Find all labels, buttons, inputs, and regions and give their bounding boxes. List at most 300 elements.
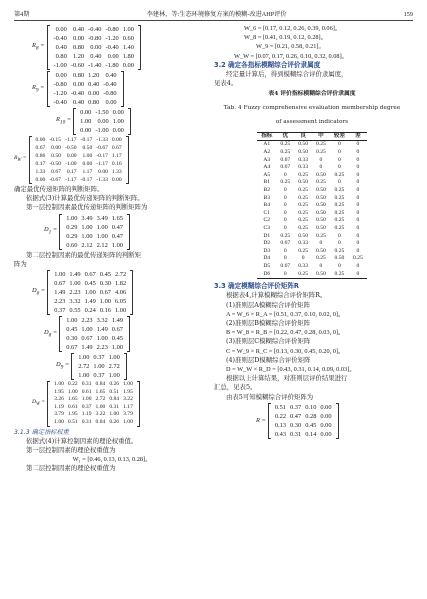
matrix-block bbox=[56, 108, 210, 135]
table-cell: 0.25 bbox=[353, 255, 363, 262]
matrix-cell: 0.30 bbox=[99, 280, 111, 288]
table-cell: 0 bbox=[283, 186, 287, 193]
matrix-D6 bbox=[47, 270, 133, 315]
matrix-cell: 0.00 bbox=[320, 403, 332, 411]
matrix-cell: 1.17 bbox=[82, 169, 93, 175]
table-cell: 0.67 bbox=[280, 156, 291, 163]
table-cell: 0 bbox=[283, 270, 287, 277]
matrix-cell: 0.29 bbox=[66, 223, 78, 231]
matrix-cell: 1.00 bbox=[81, 223, 93, 231]
matrix-cell: 3.22 bbox=[95, 411, 106, 418]
table-row bbox=[257, 141, 367, 149]
matrix-cell: 0.43 bbox=[274, 430, 287, 438]
matrix-cell: 0.00 bbox=[98, 169, 108, 175]
equation: A = W_6 × R_A = [0.51, 0.37, 0.10, 0.02, 0]。 bbox=[226, 310, 345, 318]
table-cell: 0.25 bbox=[316, 141, 326, 148]
table-cell: D5 bbox=[263, 262, 271, 269]
matrix-cell: 0.45 bbox=[305, 421, 317, 429]
matrix-label: $D_W$ = bbox=[32, 398, 46, 408]
matrix-cell: -0.50 bbox=[64, 145, 77, 151]
matrix-cell: 0.67 bbox=[51, 169, 61, 175]
table-cell: 0.25 bbox=[280, 149, 291, 155]
table-cell: 0 bbox=[338, 240, 341, 247]
matrix-cell: 1.00 bbox=[112, 118, 124, 125]
page-number: 159 bbox=[403, 11, 413, 18]
table-cell: 0 bbox=[283, 194, 287, 201]
matrix-cell: 0.00 bbox=[107, 53, 119, 60]
matrix-cell: -0.67 bbox=[49, 177, 61, 183]
matrix-cell: 2.72 bbox=[108, 363, 120, 371]
matrix-cell: 0.67 bbox=[35, 145, 46, 151]
paragraph: 依据式(3)计算最优传递矩阵的判断矩阵。 bbox=[26, 194, 144, 203]
bracket-right bbox=[138, 25, 141, 70]
matrix-cells bbox=[62, 214, 127, 250]
bracket-right bbox=[130, 270, 133, 315]
table-cell: 0 bbox=[356, 186, 360, 193]
table-cell: 0 bbox=[356, 232, 360, 239]
table-cell: 0.50 bbox=[316, 209, 326, 216]
matrix-cell: 1.82 bbox=[114, 280, 127, 288]
matrix-cell: -0.40 bbox=[103, 81, 117, 88]
table-cell: 0.25 bbox=[334, 202, 345, 209]
matrix-cell: 3.32 bbox=[96, 317, 108, 325]
table-cell: 0 bbox=[356, 209, 360, 216]
bracket-right bbox=[126, 136, 129, 184]
matrix-cell: 1.00 bbox=[54, 271, 66, 279]
matrix-cell: 1.65 bbox=[95, 388, 106, 395]
table-header-cell: 差 bbox=[355, 132, 361, 139]
table-cell: 0.50 bbox=[316, 247, 326, 254]
matrix-cell: 1.00 bbox=[82, 153, 93, 159]
table-row bbox=[257, 179, 367, 187]
matrix-cell: 0.40 bbox=[88, 81, 100, 88]
matrix-cell: 0.31 bbox=[81, 381, 92, 388]
matrix-cell: 1.00 bbox=[122, 26, 134, 33]
equation: D = W_W × R_D = [0.43, 0.31, 0.14, 0.09, 0.03]。 bbox=[226, 365, 356, 373]
bracket-right bbox=[127, 214, 130, 250]
matrix-cell: -0.40 bbox=[53, 35, 67, 42]
table-row bbox=[257, 195, 367, 203]
table-cell: 0 bbox=[338, 156, 341, 163]
matrix-cell: -0.67 bbox=[96, 145, 108, 151]
matrix-cell: 0.00 bbox=[90, 44, 102, 51]
table-cell: 0.25 bbox=[334, 209, 345, 216]
matrix-cell: -0.80 bbox=[53, 81, 67, 88]
table-cell: C1 bbox=[263, 209, 271, 216]
matrix-cell: 0.31 bbox=[109, 403, 120, 410]
matrix-cell: 2.23 bbox=[81, 317, 93, 325]
matrix-cell: 0.13 bbox=[274, 421, 287, 429]
matrix-cell: 0.00 bbox=[122, 62, 134, 69]
matrix-cell: -1.00 bbox=[64, 161, 77, 167]
table-cell: 0 bbox=[356, 194, 360, 201]
matrix-cell: -1.20 bbox=[105, 35, 119, 42]
table-caption-cn: 表4 评价指标模糊综合评价隶属度 bbox=[268, 91, 356, 98]
table-cell: 0 bbox=[356, 202, 360, 209]
table-header-cell: 中 bbox=[318, 132, 324, 139]
membership-table bbox=[257, 132, 367, 279]
table-row bbox=[257, 240, 367, 248]
matrix-cell: 0.30 bbox=[290, 421, 302, 429]
table-cell: 0 bbox=[338, 164, 341, 171]
table-cell: 0.25 bbox=[298, 270, 308, 277]
matrix-cell: 2.23 bbox=[54, 298, 66, 306]
matrix-cell: 1.95 bbox=[54, 388, 64, 395]
matrix-cell: 0.47 bbox=[111, 223, 123, 231]
table-cell: 0.50 bbox=[298, 141, 308, 148]
matrix-cell: 1.00 bbox=[81, 326, 93, 334]
matrix-DW bbox=[47, 381, 140, 427]
matrix-cell: 0.40 bbox=[72, 99, 85, 106]
table-row bbox=[257, 233, 367, 241]
matrix-cell: 0.61 bbox=[81, 388, 92, 395]
matrix-cell: -0.17 bbox=[80, 177, 93, 183]
table-cell: 0.67 bbox=[280, 164, 291, 171]
matrix-cells bbox=[50, 71, 121, 107]
table-cell: 0 bbox=[301, 255, 305, 262]
matrix-label: R = bbox=[256, 417, 266, 425]
table-caption-en: Tab. 4 Fuzzy comprehensive evaluation membership degree bbox=[223, 105, 401, 112]
matrix-cell: 1.00 bbox=[69, 280, 81, 288]
matrix-cell: 0.00 bbox=[55, 26, 67, 33]
matrix-cells bbox=[271, 403, 336, 439]
matrix-cell: 1.00 bbox=[54, 418, 64, 425]
matrix-cell: 0.00 bbox=[82, 161, 93, 167]
table-cell: 0.50 bbox=[334, 255, 345, 262]
matrix-cells bbox=[50, 25, 138, 70]
issue-number: 第4期 bbox=[14, 11, 30, 18]
matrix-cell: 0.84 bbox=[109, 396, 120, 403]
matrix-cell: 1.00 bbox=[67, 388, 78, 395]
matrix-cell: 0.00 bbox=[320, 412, 332, 420]
matrix-cell: -0.40 bbox=[70, 90, 85, 97]
matrix-cell: -0.80 bbox=[88, 35, 102, 42]
equation: C = W_9 × R_C = [0.13, 0.30, 0.45, 0.20, 0]。 bbox=[226, 347, 345, 355]
equation-WW: W_W = [0.07, 0.17, 0.26, 0.10, 0.32, 0.08]。 bbox=[234, 52, 348, 60]
paragraph: 阵为 bbox=[14, 259, 27, 268]
matrix-cell: 0.67 bbox=[99, 289, 111, 297]
matrix-cell: 0.60 bbox=[122, 35, 134, 42]
matrix-cell: -0.40 bbox=[53, 99, 67, 106]
paragraph: 根据以上计算结果，对准则层评价结果进行 bbox=[226, 374, 348, 383]
table-cell: C2 bbox=[263, 217, 271, 224]
matrix-cell: -0.40 bbox=[88, 26, 102, 33]
table-cell: 0.25 bbox=[334, 224, 345, 231]
matrix-R9 bbox=[47, 71, 124, 107]
matrix-cell: 0.45 bbox=[111, 335, 123, 343]
matrix-cell: 0.30 bbox=[66, 335, 78, 343]
matrix-cell: 1.00 bbox=[66, 317, 78, 325]
table-cell: 0.25 bbox=[298, 247, 308, 254]
bracket-right bbox=[121, 71, 124, 107]
matrix-cell: 1.00 bbox=[111, 344, 123, 352]
matrix-cell: 3.32 bbox=[69, 298, 81, 306]
matrix-block bbox=[44, 214, 210, 250]
paragraph: 见表4。 bbox=[214, 79, 238, 88]
matrix-cell: 0.40 bbox=[55, 44, 67, 51]
matrix-cell: 0.80 bbox=[88, 99, 100, 106]
table-header-cell: 良 bbox=[300, 132, 306, 139]
paragraph: 经定量计算后，得到模糊综合评价隶属度， bbox=[226, 70, 348, 79]
table-row bbox=[257, 217, 367, 225]
table-cell: A2 bbox=[263, 149, 271, 155]
table-cell: 0 bbox=[356, 156, 360, 163]
table-cell: 0 bbox=[356, 164, 360, 171]
paragraph: 依据式(4)计算控制因素的理论权重值。 bbox=[26, 436, 138, 445]
matrix-cell: 1.65 bbox=[67, 396, 78, 403]
matrix-label: $D_1$ = bbox=[44, 226, 58, 236]
matrix-cell: -1.33 bbox=[96, 177, 108, 183]
table-cell: 0.50 bbox=[316, 270, 326, 277]
matrix-cell: 0.67 bbox=[111, 145, 122, 151]
matrix-cell: 0.31 bbox=[81, 418, 92, 425]
table-cell: 0.50 bbox=[316, 171, 326, 178]
equation: B = W_8 × R_B = [0.22, 0.47, 0.28, 0.03, 0]。 bbox=[226, 329, 345, 337]
matrix-cell: 1.33 bbox=[111, 169, 122, 175]
matrix-cell: -0.40 bbox=[105, 44, 119, 51]
list-item: (1)准则层A模糊综合评价矩阵 bbox=[226, 300, 310, 309]
matrix-cell: 0.17 bbox=[35, 161, 46, 167]
section-heading: 3.3 确定模糊综合评价矩阵R bbox=[214, 282, 299, 291]
matrix-D8 bbox=[59, 316, 130, 352]
table-header-cell: 指标 bbox=[261, 132, 273, 139]
table-cell: 0.33 bbox=[298, 262, 308, 269]
matrix-block bbox=[32, 381, 210, 427]
matrix-cell: 1.00 bbox=[80, 118, 92, 125]
matrix-cell: 0.40 bbox=[72, 26, 85, 33]
matrix-cell: 1.19 bbox=[54, 403, 64, 410]
matrix-cell: 0.45 bbox=[84, 280, 96, 288]
matrix-cell: 0.00 bbox=[111, 137, 122, 143]
matrix-cell: -1.80 bbox=[105, 62, 119, 69]
bracket-right bbox=[336, 403, 339, 439]
matrix-cell: 1.00 bbox=[99, 298, 111, 306]
matrix-cell: 0.51 bbox=[67, 418, 78, 425]
matrix-cell: 1.00 bbox=[95, 403, 106, 410]
equation-W8: W_8 = [0.41, 0.19, 0.12, 0.28]。 bbox=[244, 34, 327, 42]
table-cell: 0.67 bbox=[280, 240, 291, 247]
matrix-cell: 0.67 bbox=[81, 335, 93, 343]
table-cell: 0 bbox=[319, 156, 323, 163]
matrix-cell: 6.05 bbox=[114, 298, 127, 306]
matrix-cell: 0.37 bbox=[54, 307, 66, 315]
matrix-cell: 0.37 bbox=[93, 354, 105, 362]
paragraph: 汇总，见表5。 bbox=[214, 383, 257, 392]
table-cell: 0.25 bbox=[334, 217, 345, 224]
matrix-cell: -0.80 bbox=[103, 90, 117, 97]
table-cell: 0.25 bbox=[316, 179, 326, 186]
matrix-cell: -0.15 bbox=[49, 137, 61, 143]
matrix-cells bbox=[76, 108, 128, 135]
table-cell: 0 bbox=[356, 217, 360, 224]
matrix-cell: 1.00 bbox=[78, 354, 90, 362]
table-cell: A1 bbox=[263, 141, 271, 148]
matrix-label: $R_{10}$ = bbox=[56, 116, 72, 126]
right-column bbox=[214, 24, 410, 440]
matrix-cell: -1.17 bbox=[96, 161, 108, 167]
table-cell: B4 bbox=[263, 202, 271, 209]
table-cell: 0.50 bbox=[316, 186, 326, 193]
matrix-cell: 1.19 bbox=[81, 411, 92, 418]
matrix-cell: -1.40 bbox=[88, 62, 102, 69]
matrix-cell: -1.20 bbox=[53, 90, 67, 97]
matrix-cell: 1.20 bbox=[72, 53, 85, 60]
matrix-cell: 0.00 bbox=[112, 109, 124, 116]
paragraph: 第一层控制因素的理论权重值为 bbox=[26, 445, 116, 454]
matrix-cell: 0.50 bbox=[51, 153, 61, 159]
table-cell: 0.25 bbox=[298, 171, 308, 178]
matrix-cell: -1.33 bbox=[96, 137, 108, 143]
table-cell: D1 bbox=[263, 232, 271, 239]
matrix-cell: 0.00 bbox=[55, 72, 67, 79]
matrix-cell: 0.51 bbox=[274, 403, 287, 411]
section-heading: 3.1.3 确定指标权重 bbox=[14, 428, 69, 436]
matrix-cell: 0.29 bbox=[66, 232, 78, 240]
matrix-cell: 1.00 bbox=[108, 354, 120, 362]
table-cell: 0 bbox=[356, 240, 360, 247]
list-item: (3)准则层C模糊综合评价矩阵 bbox=[226, 337, 311, 346]
matrix-cell: 1.00 bbox=[96, 335, 108, 343]
table-cell: 0 bbox=[356, 141, 360, 148]
matrix-cell: 0.00 bbox=[66, 153, 77, 159]
matrix-cell: 1.00 bbox=[123, 381, 133, 388]
table-cell: B2 bbox=[263, 186, 271, 193]
table-cell: 0.25 bbox=[334, 247, 345, 254]
matrix-cell: 1.49 bbox=[96, 326, 108, 334]
matrix-cell: 0.00 bbox=[320, 430, 332, 438]
matrix-cell: 0.00 bbox=[80, 109, 92, 116]
table-cell: 0.25 bbox=[316, 255, 326, 262]
matrix-label: $D_6$ = bbox=[32, 287, 46, 297]
matrix-cell: 0.80 bbox=[55, 53, 67, 60]
matrix-cell: 0.67 bbox=[84, 271, 96, 279]
matrix-cell: 0.00 bbox=[111, 177, 122, 183]
bracket-right bbox=[127, 316, 130, 352]
matrix-cell: 0.10 bbox=[305, 403, 317, 411]
table-cell: 0.25 bbox=[298, 186, 308, 193]
matrix-cell: 0.86 bbox=[35, 153, 46, 159]
table-cell: 0.25 bbox=[298, 224, 308, 231]
table-cell: 0 bbox=[283, 255, 287, 262]
table-cell: 0.33 bbox=[298, 240, 308, 247]
matrix-cell: -0.80 bbox=[105, 26, 119, 33]
matrix-cell: 2.12 bbox=[81, 241, 93, 249]
matrix-cell: 1.33 bbox=[35, 169, 46, 175]
matrix-cell: -1.00 bbox=[95, 127, 109, 134]
table-cell: 0 bbox=[356, 262, 360, 269]
table-cell: 0.50 bbox=[298, 179, 308, 186]
matrix-cell: 0.00 bbox=[80, 127, 92, 134]
matrix-block bbox=[14, 136, 210, 184]
table-row bbox=[257, 255, 367, 263]
matrix-block bbox=[56, 353, 210, 380]
matrix-cell: 0.67 bbox=[54, 280, 66, 288]
matrix-cell: 0.00 bbox=[97, 118, 109, 125]
matrix-cell: 0.80 bbox=[72, 72, 85, 79]
table-cell: 0 bbox=[356, 224, 360, 231]
matrix-cell: 0.47 bbox=[111, 232, 123, 240]
matrix-cell: 1.00 bbox=[96, 232, 108, 240]
matrix-cell: 0.50 bbox=[82, 145, 93, 151]
table-cell: A4 bbox=[263, 164, 271, 171]
matrix-cell: 1.00 bbox=[96, 223, 108, 231]
matrix-cell: -1.50 bbox=[95, 109, 109, 116]
matrix-cell: 0.28 bbox=[305, 412, 317, 420]
matrix-block bbox=[32, 71, 210, 107]
table-cell: 0.25 bbox=[334, 171, 345, 178]
matrix-cell: 1.17 bbox=[123, 403, 133, 410]
paragraph: 由表5可知模糊综合评价矩阵为 bbox=[226, 392, 314, 401]
matrix-cell: 1.00 bbox=[111, 241, 123, 249]
matrix-cell: 0.51 bbox=[109, 388, 120, 395]
matrix-cell: 0.00 bbox=[72, 35, 85, 42]
table-row bbox=[257, 225, 367, 233]
matrix-cell: 0.67 bbox=[111, 326, 123, 334]
table-cell: D2 bbox=[263, 240, 271, 247]
matrix-cell: 1.17 bbox=[111, 153, 122, 159]
table-cell: 0.50 bbox=[316, 224, 326, 231]
matrix-cell: -0.50 bbox=[49, 161, 61, 167]
paragraph: 第一层控制因素最优传递矩阵的判断矩阵为 bbox=[26, 203, 148, 212]
matrix-D9 bbox=[71, 353, 127, 380]
section-heading: 3.2 确定各指标模糊综合评价隶属度 bbox=[214, 60, 321, 69]
matrix-cell: -0.17 bbox=[80, 137, 93, 143]
matrix-cell: 1.00 bbox=[123, 418, 133, 425]
table-cell: 0 bbox=[338, 179, 341, 186]
matrix-cell: 2.72 bbox=[114, 271, 127, 279]
matrix-cell: 0.26 bbox=[109, 381, 120, 388]
table-cell: A3 bbox=[263, 156, 271, 163]
matrix-cell: 1.00 bbox=[81, 396, 92, 403]
matrix-cell: 1.40 bbox=[122, 44, 134, 51]
matrix-cell: 3.49 bbox=[96, 214, 108, 222]
matrix-cell: 0.37 bbox=[81, 403, 92, 410]
matrix-cell: 0.24 bbox=[84, 307, 96, 315]
table-cell: 0.25 bbox=[334, 186, 345, 193]
matrix-RW bbox=[29, 136, 129, 184]
matrix-cell: 0.40 bbox=[105, 72, 117, 79]
matrix-cell: 0.60 bbox=[66, 241, 78, 249]
table-cell: 0 bbox=[283, 217, 287, 224]
matrix-cell: 0.00 bbox=[320, 421, 332, 429]
table-cell: 0 bbox=[283, 209, 287, 216]
matrix-cell: 1.95 bbox=[123, 388, 133, 395]
matrix-cell: 1.00 bbox=[81, 232, 93, 240]
matrix-cell: 0.26 bbox=[109, 418, 120, 425]
matrix-cell: 0.14 bbox=[305, 430, 317, 438]
table-cell: 0 bbox=[283, 224, 287, 231]
table-cell: 0.50 bbox=[298, 149, 308, 155]
matrix-cell: 3.22 bbox=[123, 396, 133, 403]
table-cell: 0.25 bbox=[280, 179, 291, 186]
table-cell: 0 bbox=[356, 171, 360, 178]
matrix-cell: 0.84 bbox=[95, 381, 106, 388]
matrix-cell: 1.80 bbox=[122, 53, 134, 60]
matrix-cell: 1.00 bbox=[84, 289, 96, 297]
matrix-cell: 0.00 bbox=[35, 177, 46, 183]
matrix-cell: -0.60 bbox=[70, 62, 85, 69]
matrix-block bbox=[256, 403, 410, 439]
table-cell: 0.25 bbox=[334, 194, 345, 201]
matrix-cell: 0.22 bbox=[67, 381, 78, 388]
matrix-cell: -1.17 bbox=[64, 177, 77, 183]
matrix-cell: 1.65 bbox=[111, 214, 123, 222]
matrix-cell: 0.45 bbox=[66, 326, 78, 334]
matrix-cell: 2.12 bbox=[96, 241, 108, 249]
matrix-block bbox=[32, 270, 210, 315]
matrix-cell: 1.49 bbox=[111, 317, 123, 325]
matrix-cell: 1.49 bbox=[84, 298, 96, 306]
